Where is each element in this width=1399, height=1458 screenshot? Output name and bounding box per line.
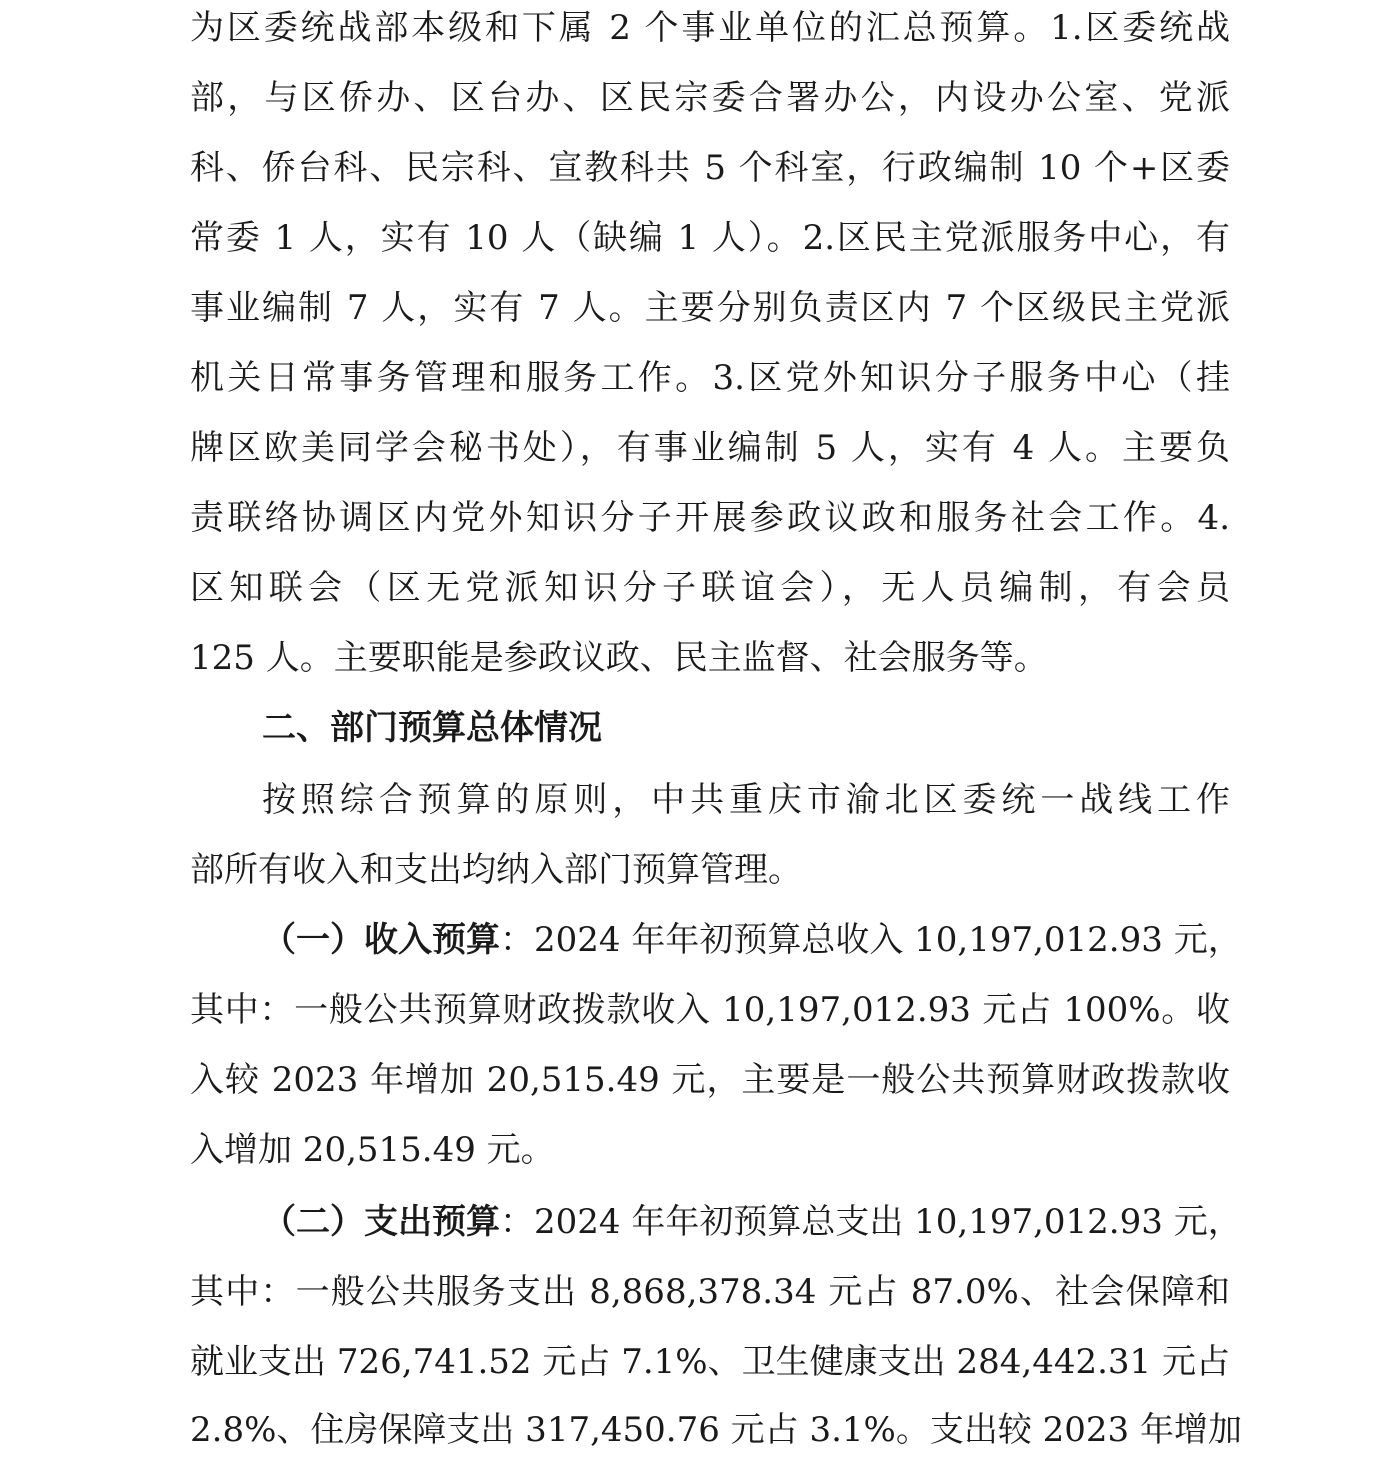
body-text-line: 科、侨台科、民宗科、宣教科共 5 个科室，行政编制 10 个+区委: [190, 148, 1230, 188]
body-text-line: 按照综合预算的原则，中共重庆市渝北区委统一战线工作: [262, 780, 1230, 820]
body-text-line: 牌区欧美同学会秘书处），有事业编制 5 人，实有 4 人。主要负: [190, 428, 1230, 468]
body-text-line: 部，与区侨办、区台办、区民宗委合署办公，内设办公室、党派: [190, 78, 1230, 118]
body-text-line: 责联络协调区内党外知识分子开展参政议政和服务社会工作。4.: [190, 498, 1230, 538]
body-text-line: 入较 2023 年增加 20,515.49 元，主要是一般公共预算财政拨款收: [190, 1060, 1230, 1100]
expense-label: （二）支出预算: [262, 1202, 500, 1242]
income-first-line-text: ：2024 年年初预算总收入 10,197,012.93 元，: [500, 920, 1242, 960]
body-text-line: 2.8%、住房保障支出 317,450.76 元占 3.1%。支出较 2023 年增加: [190, 1410, 1242, 1450]
body-text-line: 常委 1 人，实有 10 人（缺编 1 人）。2.区民主党派服务中心，有: [190, 218, 1230, 258]
section-heading: 二、部门预算总体情况: [262, 708, 602, 748]
expense-first-line-text: ：2024 年年初预算总支出 10,197,012.93 元，: [500, 1202, 1242, 1242]
income-first-line: [262, 912, 1242, 968]
body-text-line: 部所有收入和支出均纳入部门预算管理。: [190, 850, 802, 890]
body-text-line: 其中：一般公共服务支出 8,868,378.34 元占 87.0%、社会保障和: [190, 1272, 1230, 1312]
income-label: （一）收入预算: [262, 920, 500, 960]
body-text-line: 125 人。主要职能是参政议政、民主监督、社会服务等。: [190, 638, 1048, 678]
body-text-line: 机关日常事务管理和服务工作。3.区党外知识分子服务中心（挂: [190, 358, 1230, 398]
body-text-line: 就业支出 726,741.52 元占 7.1%、卫生健康支出 284,442.31 元占: [190, 1342, 1230, 1382]
body-text-line: 区知联会（区无党派知识分子联谊会），无人员编制，有会员: [190, 568, 1230, 608]
expense-first-line: [262, 1194, 1242, 1250]
body-text-line: 事业编制 7 人，实有 7 人。主要分别负责区内 7 个区级民主党派: [190, 288, 1230, 328]
body-text-line: 其中：一般公共预算财政拨款收入 10,197,012.93 元占 100%。收: [190, 990, 1230, 1030]
body-text-line: 为区委统战部本级和下属 2 个事业单位的汇总预算。1.区委统战: [190, 8, 1230, 48]
body-text-line: 入增加 20,515.49 元。: [190, 1130, 555, 1170]
